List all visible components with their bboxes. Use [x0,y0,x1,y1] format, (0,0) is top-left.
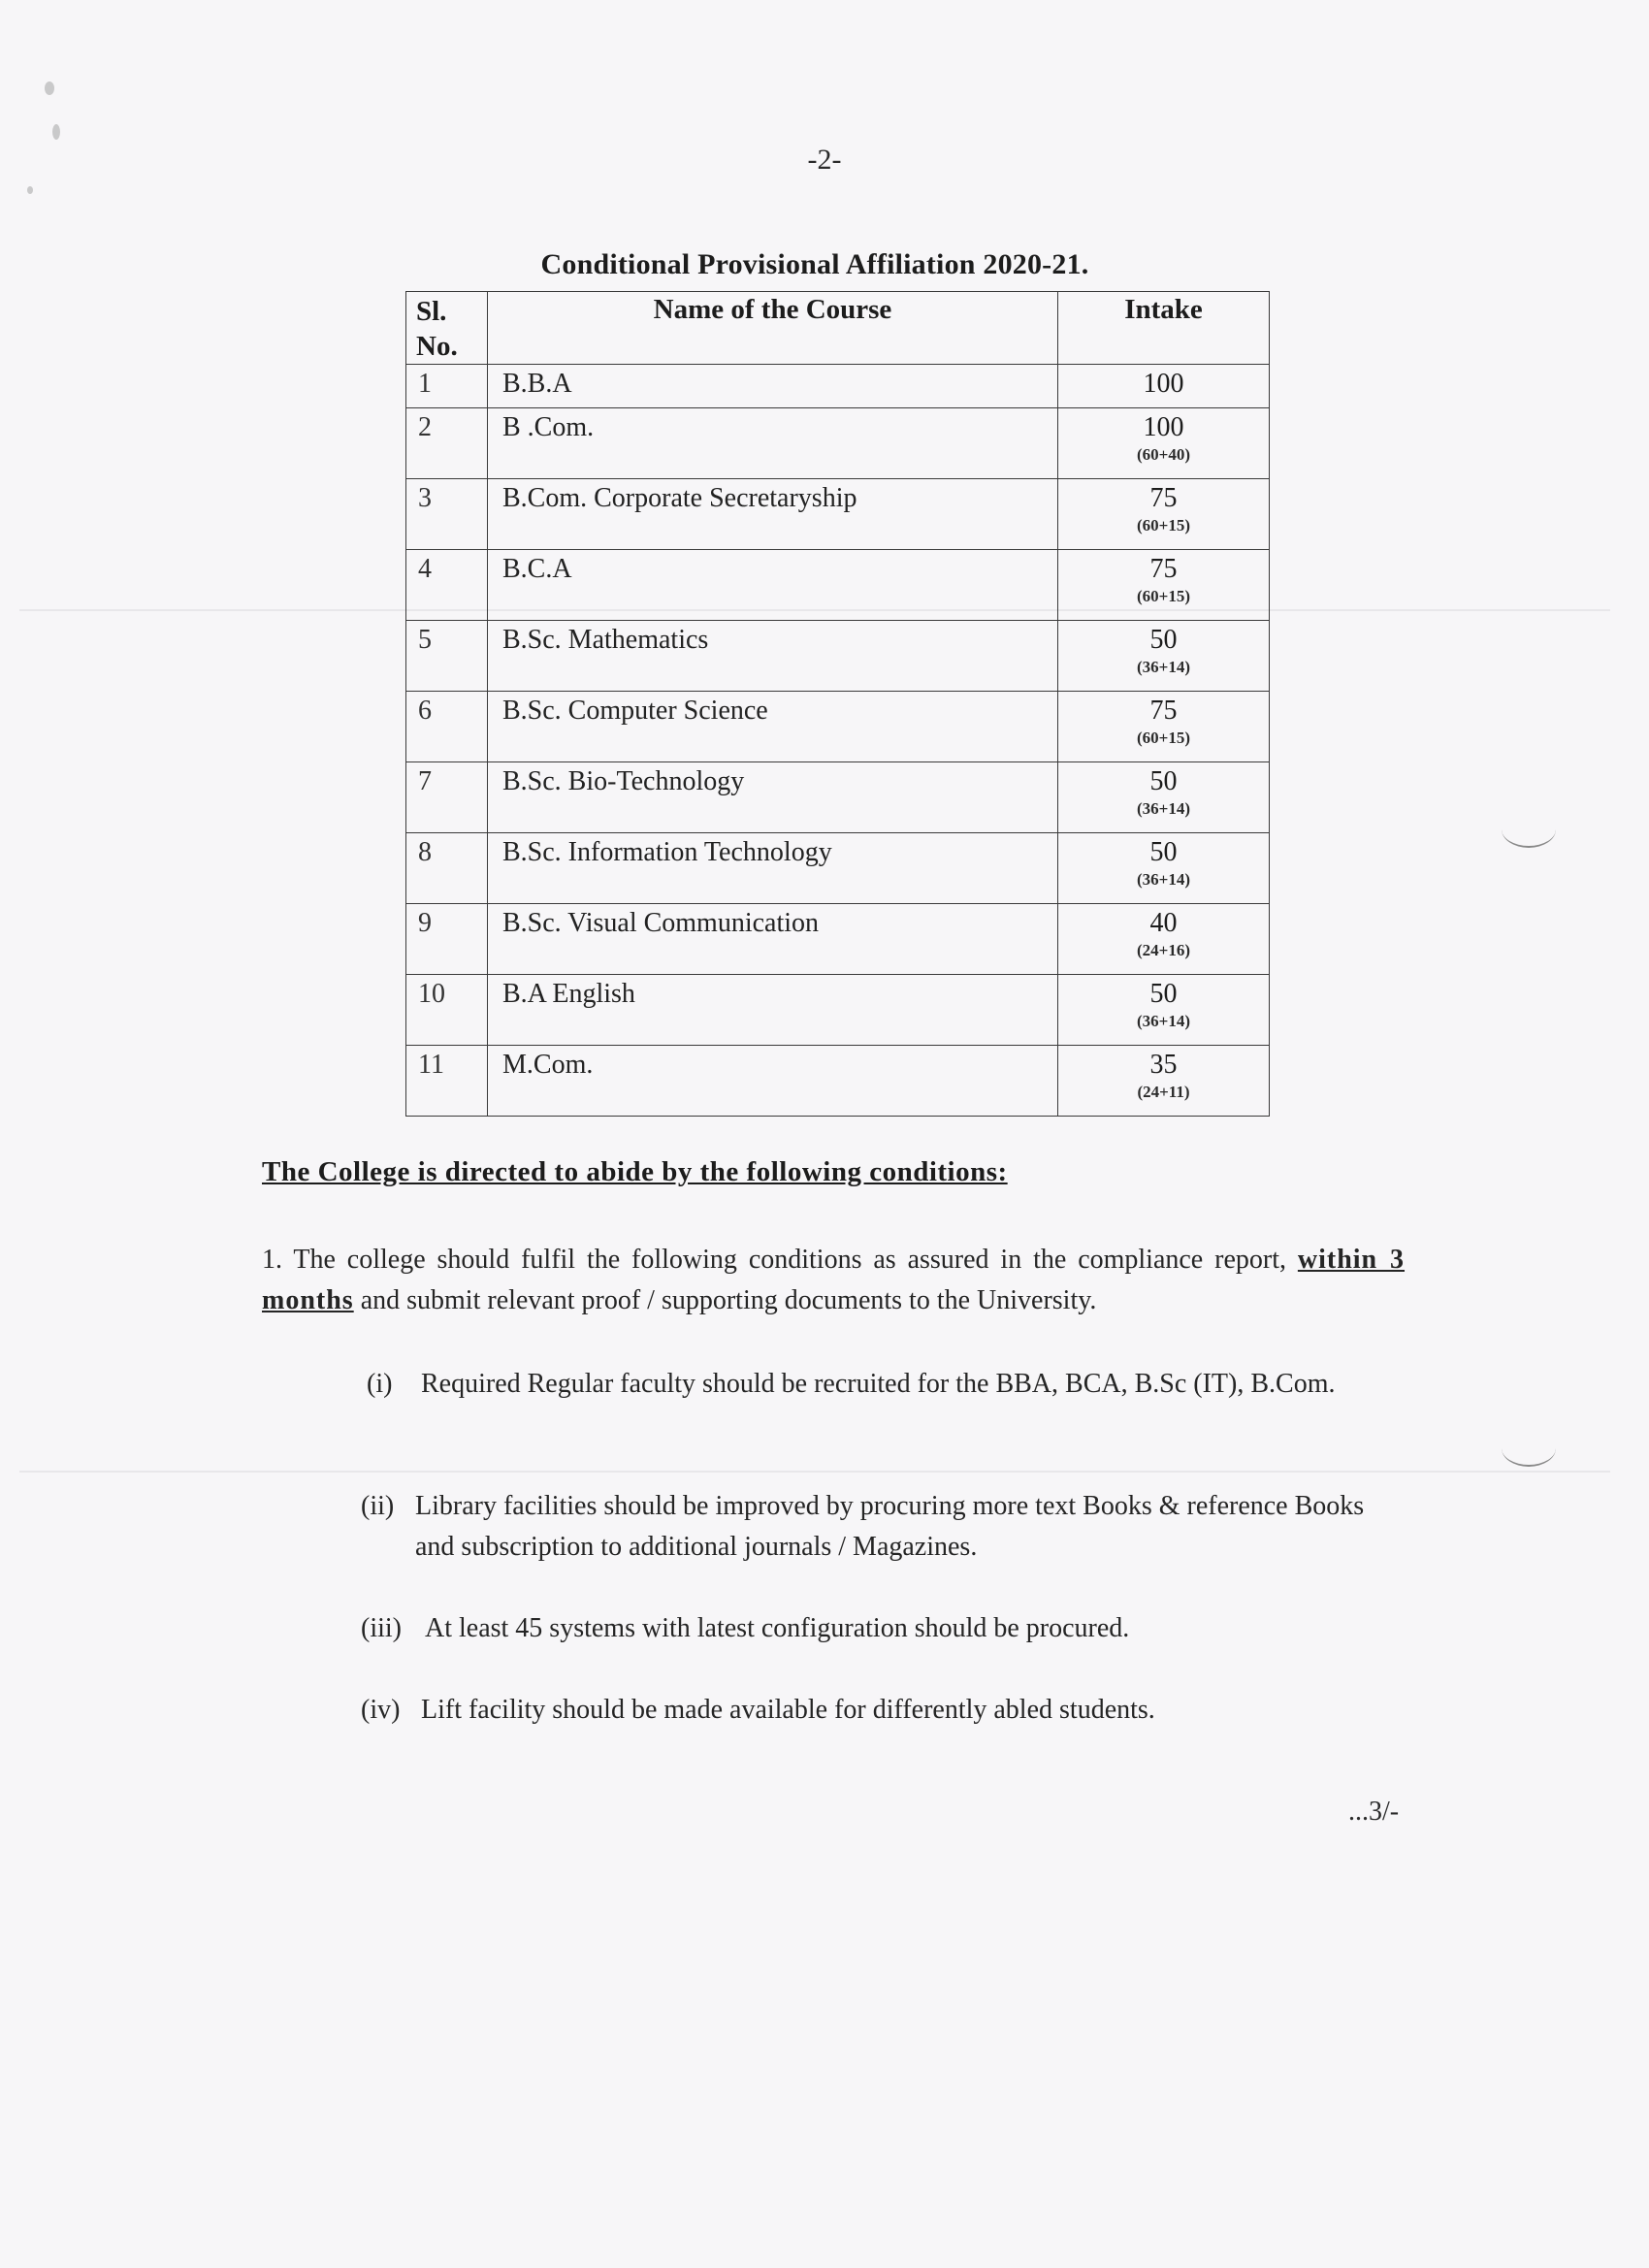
table-row [406,479,1270,550]
condition-item-text: Library facilities should be improved by procuring more text Books & reference Books and subscription to additional journals / Magazines. [415,1491,1365,1562]
table-row [406,833,1270,904]
table-row [406,975,1270,1046]
intake-value: 50 [1149,625,1178,655]
cell-course-name: M.Com. [488,1046,1058,1117]
intake-split: (36+14) [1136,658,1190,676]
page-number: -2- [807,144,842,176]
intake-split: (60+15) [1136,729,1190,747]
cell-course-name: B .Com. [488,408,1058,479]
table-row [406,762,1270,833]
cell-intake [1058,479,1270,550]
cell-intake [1058,550,1270,621]
header-sl-no: Sl. No. [406,292,488,365]
intake-split: (60+15) [1136,587,1190,605]
cell-sl-no: 4 [406,550,488,621]
intake-split: (24+11) [1137,1083,1190,1101]
condition-item-number: (ii) [361,1491,395,1521]
condition-item [367,1364,1414,1405]
intake-split: (60+40) [1136,445,1190,464]
cell-sl-no: 3 [406,479,488,550]
intake-value: 50 [1149,766,1178,796]
cell-intake [1058,975,1270,1046]
intake-value: 75 [1149,554,1178,584]
cell-course-name: B.Sc. Visual Communication [488,904,1058,975]
scan-speck [52,124,60,140]
table-row [406,621,1270,692]
cell-intake [1058,621,1270,692]
condition-item-text: Lift facility should be made available for differently abled students. [421,1695,1155,1725]
para1-text: 1. The college should fulfil the following conditions as assured in the compliance report, [262,1245,1286,1275]
cell-course-name: B.Sc. Information Technology [488,833,1058,904]
table-row [406,550,1270,621]
cell-sl-no: 7 [406,762,488,833]
table-title: Conditional Provisional Affiliation 2020-21. [540,248,1089,280]
intake-split: (36+14) [1136,870,1190,889]
cell-course-name: B.Sc. Mathematics [488,621,1058,692]
table-row [406,904,1270,975]
table-row [406,365,1270,408]
intake-value: 50 [1149,979,1178,1009]
intake-split: (36+14) [1136,799,1190,818]
next-page-marker: ...3/- [1348,1797,1400,1827]
table-row [406,692,1270,762]
intake-value: 40 [1149,908,1178,938]
condition-paragraph-1 [262,1240,1405,1321]
course-intake-table [405,291,1270,1117]
intake-split: (36+14) [1136,1012,1190,1030]
intake-value: 75 [1149,483,1178,513]
table-body [406,365,1270,1117]
cell-sl-no: 10 [406,975,488,1046]
intake-value: 100 [1143,412,1184,442]
intake-value: 35 [1149,1050,1178,1080]
intake-split: (24+16) [1136,941,1190,959]
cell-sl-no: 9 [406,904,488,975]
intake-value: 100 [1143,369,1184,399]
cell-intake [1058,365,1270,408]
cell-sl-no: 2 [406,408,488,479]
cell-course-name: B.A English [488,975,1058,1046]
cell-intake [1058,1046,1270,1117]
table-row [406,1046,1270,1117]
header-course-name: Name of the Course [488,292,1058,365]
cell-course-name: B.Sc. Bio-Technology [488,762,1058,833]
table-header-row [406,292,1270,365]
condition-item-number: (i) [367,1369,393,1399]
condition-item-number: (iii) [361,1613,402,1643]
cell-sl-no: 5 [406,621,488,692]
fold-line [19,1471,1610,1473]
condition-item-text: At least 45 systems with latest configuration should be procured. [425,1613,1130,1643]
condition-item-text: Required Regular faculty should be recruited for the BBA, BCA, B.Sc (IT), B.Com. [421,1369,1336,1399]
condition-item-number: (iv) [361,1695,401,1725]
scan-speck [27,186,33,194]
punch-mark [1502,811,1556,848]
cell-course-name: B.Sc. Computer Science [488,692,1058,762]
deadline-emphasis: within 3 months [262,1245,1406,1315]
cell-course-name: B.Com. Corporate Secretaryship [488,479,1058,550]
cell-course-name: B.C.A [488,550,1058,621]
header-intake: Intake [1058,292,1270,365]
condition-item [361,1486,1408,1568]
para1-text-cont: and submit relevant proof / supporting documents to the University. [360,1285,1097,1315]
cell-intake [1058,833,1270,904]
cell-course-name: B.B.A [488,365,1058,408]
cell-sl-no: 1 [406,365,488,408]
conditions-heading: The College is directed to abide by the following conditions: [262,1156,1008,1187]
cell-intake [1058,408,1270,479]
punch-mark [1502,1430,1556,1467]
condition-item [361,1608,1408,1649]
condition-item [361,1690,1408,1731]
cell-intake [1058,692,1270,762]
cell-sl-no: 6 [406,692,488,762]
cell-intake [1058,762,1270,833]
cell-sl-no: 11 [406,1046,488,1117]
cell-intake [1058,904,1270,975]
cell-sl-no: 8 [406,833,488,904]
intake-split: (60+15) [1136,516,1190,535]
intake-value: 75 [1149,696,1178,726]
scan-speck [45,81,54,95]
intake-value: 50 [1149,837,1178,867]
table-row [406,408,1270,479]
